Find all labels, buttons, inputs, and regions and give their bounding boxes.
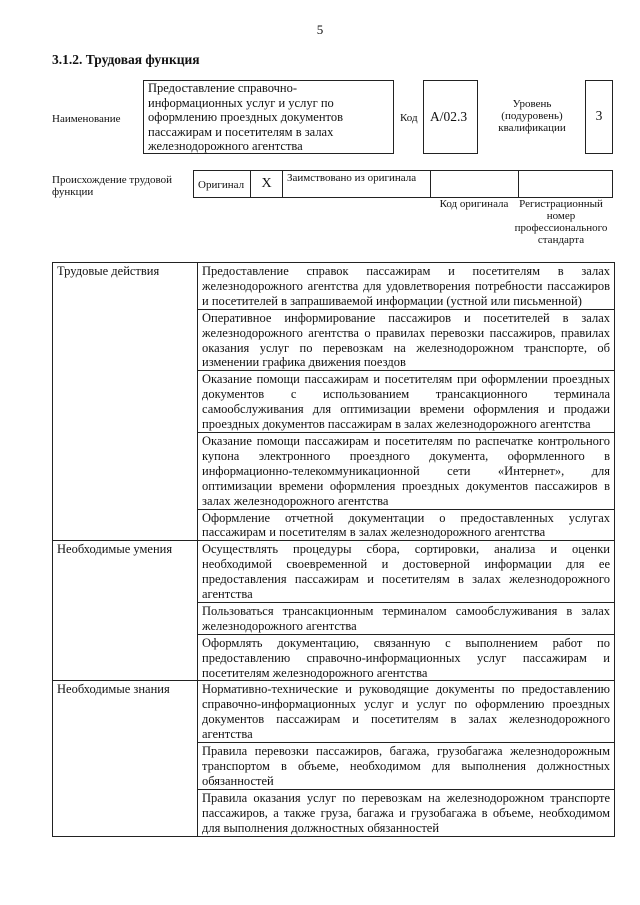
code-value-box: А/02.3	[423, 80, 478, 154]
table-cell: Оказание помощи пассажирам и посетителям при оформлении проездных документов с использованием трансакционного терминала самообслуживания для оптимизации времени оформления и продажи проездных документов пассажирам в залах железнодорожного агентства	[198, 371, 615, 433]
section-title: 3.1.2. Трудовая функция	[52, 52, 200, 67]
category-required-skills: Необходимые умения	[53, 541, 198, 681]
reg-number-label: Регистрационный номер профессионального стандарта	[514, 198, 608, 246]
table-cell: Оформлять документацию, связанную с выполнением работ по предоставлению справочно-информационных услуг пассажирам и посетителям железнодорожного агентства	[198, 634, 615, 681]
original-mark: X	[251, 171, 283, 197]
table-row	[53, 263, 615, 310]
category-labor-actions: Трудовые действия	[53, 263, 198, 541]
category-required-knowledge: Необходимые знания	[53, 681, 198, 836]
table-cell: Пользоваться трансакционным терминалом самообслуживания в залах железнодорожного агентства	[198, 602, 615, 634]
reg-number-cell	[519, 171, 612, 197]
table-cell: Предоставление справок пассажирам и посетителям в залах железнодорожного агентства для удовлетворения потребности пассажиров и посетителей в запрашиваемой информации (устной или письменной)	[198, 263, 615, 310]
level-label: Уровень (подуровень) квалификации	[498, 98, 566, 134]
borrowed-label: Заимствовано из оригинала	[283, 171, 431, 197]
table-row	[53, 681, 615, 743]
code-original-cell	[431, 171, 519, 197]
table-row	[53, 541, 615, 603]
code-original-label: Код оригинала	[439, 198, 509, 210]
name-label: Наименование	[52, 113, 121, 125]
origin-row	[193, 170, 613, 198]
table-cell: Правила перевозки пассажиров, багажа, грузобагажа железнодорожным транспортом в объеме, необходимом для выполнения должностных обязанностей	[198, 743, 615, 790]
table-cell: Оформление отчетной документации о предоставленных услугах пассажирам и посетителям в залах железнодорожного агентства	[198, 509, 615, 541]
table-cell: Оперативное информирование пассажиров и посетителей в залах железнодорожного агентства о правилах перевозки пассажиров, правилах оказания услуг по перевозкам на железнодорожном транспорте, об изменении графика движения поездов	[198, 309, 615, 371]
origin-label: Происхождение трудовой функции	[52, 174, 173, 198]
function-details-table	[52, 262, 615, 837]
function-name-box: Предоставление справочно-информационных услуг и услуг по оформлению проездных документов пассажирам и посетителям в залах железнодорожного агентства	[143, 80, 394, 154]
table-cell: Оказание помощи пассажирам и посетителям по распечатке контрольного купона электронного проездного документа, оформленного в информационно-телекоммуникационной сети «Интернет», для оптимизации времени оформления проездных документов пассажиров в залах железнодорожного агентства	[198, 432, 615, 509]
code-label: Код	[400, 112, 418, 124]
table-cell: Правила оказания услуг по перевозкам на железнодорожном транспорте пассажиров, а также груза, багажа и грузобагажа в объеме, необходимом для выполнения должностных обязанностей	[198, 789, 615, 836]
level-value-box: 3	[585, 80, 613, 154]
table-cell: Осуществлять процедуры сбора, сортировки, анализа и оценки необходимой своевременной и достоверной информации для ее предоставления пассажирам и посетителям в залах железнодорожного агентства	[198, 541, 615, 603]
page-number: 5	[316, 22, 324, 37]
original-label: Оригинал	[194, 171, 251, 197]
table-cell: Нормативно-технические и руководящие документы по предоставлению справочно-информационных услуг и услуг по оформлению проездных документов пассажирам и посетителям в залах железнодорожного агентства	[198, 681, 615, 743]
